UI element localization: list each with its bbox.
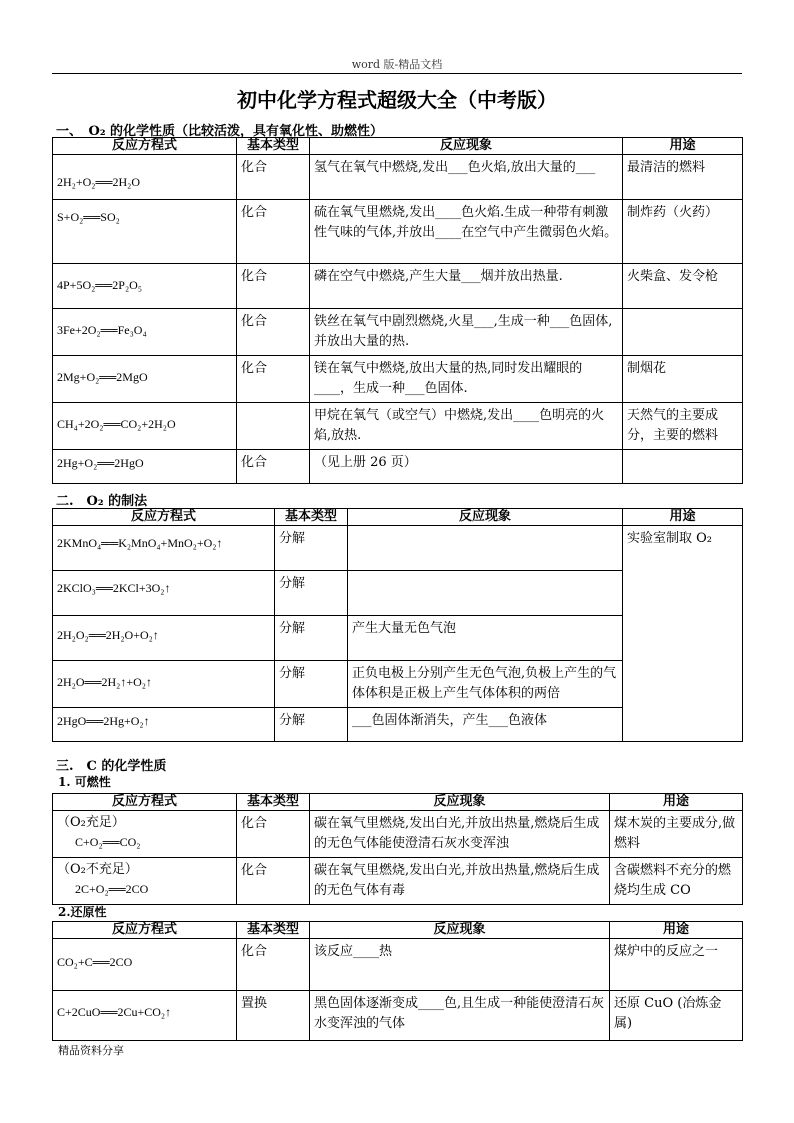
type-cell: 化合	[237, 939, 310, 991]
equation: S+O₂══SO₂	[57, 210, 120, 224]
equation: 2C+O₂══2CO	[75, 882, 149, 896]
col-header-use: 用途	[623, 138, 743, 155]
use-cell: 火柴盒、发令枪	[623, 264, 743, 309]
phenomenon-cell: 碳在氧气里燃烧,发出白光,并放出热量,燃烧后生成的无色气体有毒	[310, 858, 610, 905]
o2-preparation-table	[52, 508, 743, 742]
equation: 2KClO₃══2KCl+3O₂↑	[57, 581, 171, 595]
equation-cell	[53, 264, 237, 309]
phenomenon-cell: 氢气在氧气中燃烧,发出___色火焰,放出大量的___	[310, 155, 623, 200]
equation-cell	[53, 991, 237, 1041]
col-header-type: 基本类型	[275, 509, 348, 526]
type-cell: 分解	[275, 708, 348, 742]
phenomenon-cell: （见上册 26 页）	[310, 450, 623, 484]
page-header: word 版-精品文档	[351, 58, 443, 71]
equation-cell	[53, 155, 237, 200]
type-cell: 化合	[237, 264, 310, 309]
equation: C+O₂══CO₂	[75, 835, 141, 849]
col-header-use: 用途	[610, 794, 743, 811]
type-cell: 化合	[237, 155, 310, 200]
equation-cell	[53, 616, 275, 661]
equation: 3Fe+2O₂══Fe₃O₄	[57, 323, 147, 337]
equation-cell	[53, 403, 237, 450]
type-cell: 分解	[275, 616, 348, 661]
col-header-equation: 反应方程式	[53, 922, 237, 939]
equation-cell	[53, 526, 275, 571]
o2-properties-table	[52, 137, 743, 484]
use-cell: 含碳燃料不充分的燃烧均生成 CO	[610, 858, 743, 905]
equation-cell	[53, 309, 237, 356]
col-header-phenomenon: 反应现象	[310, 922, 610, 939]
phenomenon-cell: 硫在氧气里燃烧,发出____色火焰.生成一种带有刺激性气味的气体,并放出____在空气中产生微弱色火焰。	[310, 200, 623, 264]
phenomenon-cell	[348, 526, 623, 571]
equation-cell	[53, 661, 275, 708]
equation-cell	[53, 571, 275, 616]
equation: 2H₂O₂══2H₂O+O₂↑	[57, 628, 159, 642]
use-cell: 煤木炭的主要成分,做燃料	[610, 811, 743, 858]
type-cell: 分解	[275, 661, 348, 708]
use-cell: 还原 CuO (冶炼金属)	[610, 991, 743, 1041]
use-cell: 制烟花	[623, 356, 743, 403]
type-cell: 化合	[237, 200, 310, 264]
type-cell: 化合	[237, 811, 310, 858]
use-cell	[623, 309, 743, 356]
equation-cell	[53, 858, 237, 905]
col-header-equation: 反应方程式	[53, 138, 237, 155]
phenomenon-cell: 碳在氧气里燃烧,发出白光,并放出热量,燃烧后生成的无色气体能使澄清石灰水变浑浊	[310, 811, 610, 858]
subsection-combustibility: 1. 可燃性	[58, 775, 111, 789]
equation: CH₄+2O₂══CO₂+2H₂O	[57, 417, 176, 431]
type-cell: 分解	[275, 571, 348, 616]
col-header-type: 基本类型	[237, 794, 310, 811]
use-cell: 最清洁的燃料	[623, 155, 743, 200]
col-header-phenomenon: 反应现象	[310, 138, 623, 155]
equation: 2HgO══2Hg+O₂↑	[57, 714, 150, 728]
equation-cell	[53, 200, 237, 264]
phenomenon-cell: 该反应____热	[310, 939, 610, 991]
col-header-phenomenon: 反应现象	[348, 509, 623, 526]
col-header-use: 用途	[623, 509, 743, 526]
carbon-combustion-table	[52, 793, 743, 905]
col-header-phenomenon: 反应现象	[310, 794, 610, 811]
equation: 4P+5O₂══2P₂O₅	[57, 278, 143, 292]
phenomenon-cell: 黑色固体逐渐变成____色,且生成一种能使澄清石灰水变浑浊的气体	[310, 991, 610, 1041]
equation-cell	[53, 939, 237, 991]
col-header-use: 用途	[610, 922, 743, 939]
section2-title: 二. O₂ 的制法	[56, 494, 148, 509]
col-header-equation: 反应方程式	[53, 509, 275, 526]
use-cell: 天然气的主要成分，主要的燃料	[623, 403, 743, 450]
equation: 2Hg+O₂══2HgO	[57, 456, 144, 470]
section3-title: 三. C 的化学性质	[56, 759, 167, 774]
subsection-reducibility: 2.还原性	[58, 905, 107, 919]
equation: 2H₂+O₂══2H₂O	[57, 175, 140, 189]
header-divider	[52, 73, 742, 74]
equation: 2Mg+O₂══2MgO	[57, 370, 148, 384]
phenomenon-cell: 产生大量无色气泡	[348, 616, 623, 661]
phenomenon-cell	[348, 571, 623, 616]
condition-note: （O₂不充足）	[57, 862, 138, 877]
col-header-type: 基本类型	[237, 138, 310, 155]
type-cell: 化合	[237, 858, 310, 905]
type-cell	[237, 403, 310, 450]
equation: C+2CuO══2Cu+CO₂↑	[57, 1005, 172, 1019]
equation: 2KMnO₄══K₂MnO₄+MnO₂+O₂↑	[57, 536, 223, 550]
equation-cell	[53, 356, 237, 403]
phenomenon-cell: 镁在氧气中燃烧,放出大量的热,同时发出耀眼的____，生成一种___色固体.	[310, 356, 623, 403]
use-cell: 煤炉中的反应之一	[610, 939, 743, 991]
equation: CO₂+C══2CO	[57, 955, 133, 969]
use-cell	[623, 450, 743, 484]
type-cell: 化合	[237, 356, 310, 403]
col-header-equation: 反应方程式	[53, 794, 237, 811]
equation-cell	[53, 811, 237, 858]
phenomenon-cell: 甲烷在氧气（或空气）中燃烧,发出____色明亮的火焰,放热.	[310, 403, 623, 450]
type-cell: 化合	[237, 309, 310, 356]
equation-cell	[53, 708, 275, 742]
equation-cell	[53, 450, 237, 484]
carbon-reduction-table	[52, 921, 743, 1041]
phenomenon-cell: 正负电极上分别产生无色气泡,负极上产生的气体体积是正极上产生气体体积的两倍	[348, 661, 623, 708]
phenomenon-cell: 磷在空气中燃烧,产生大量___烟并放出热量.	[310, 264, 623, 309]
col-header-type: 基本类型	[237, 922, 310, 939]
phenomenon-cell: ___色固体渐消失，产生___色液体	[348, 708, 623, 742]
document-title: 初中化学方程式超级大全（中考版）	[237, 88, 557, 112]
equation: 2H₂O══2H₂↑+O₂↑	[57, 675, 152, 689]
type-cell: 化合	[237, 450, 310, 484]
condition-note: （O₂充足）	[57, 815, 125, 830]
use-cell: 实验室制取 O₂	[623, 526, 743, 742]
use-cell: 制炸药（火药）	[623, 200, 743, 264]
type-cell: 分解	[275, 526, 348, 571]
section1-title: 一、 O₂ 的化学性质（比较活泼，具有氧化性、助燃性）	[56, 124, 384, 139]
type-cell: 置换	[237, 991, 310, 1041]
page-footer: 精品资料分享	[58, 1044, 124, 1057]
phenomenon-cell: 铁丝在氧气中剧烈燃烧,火星___,生成一种___色固体,并放出大量的热.	[310, 309, 623, 356]
